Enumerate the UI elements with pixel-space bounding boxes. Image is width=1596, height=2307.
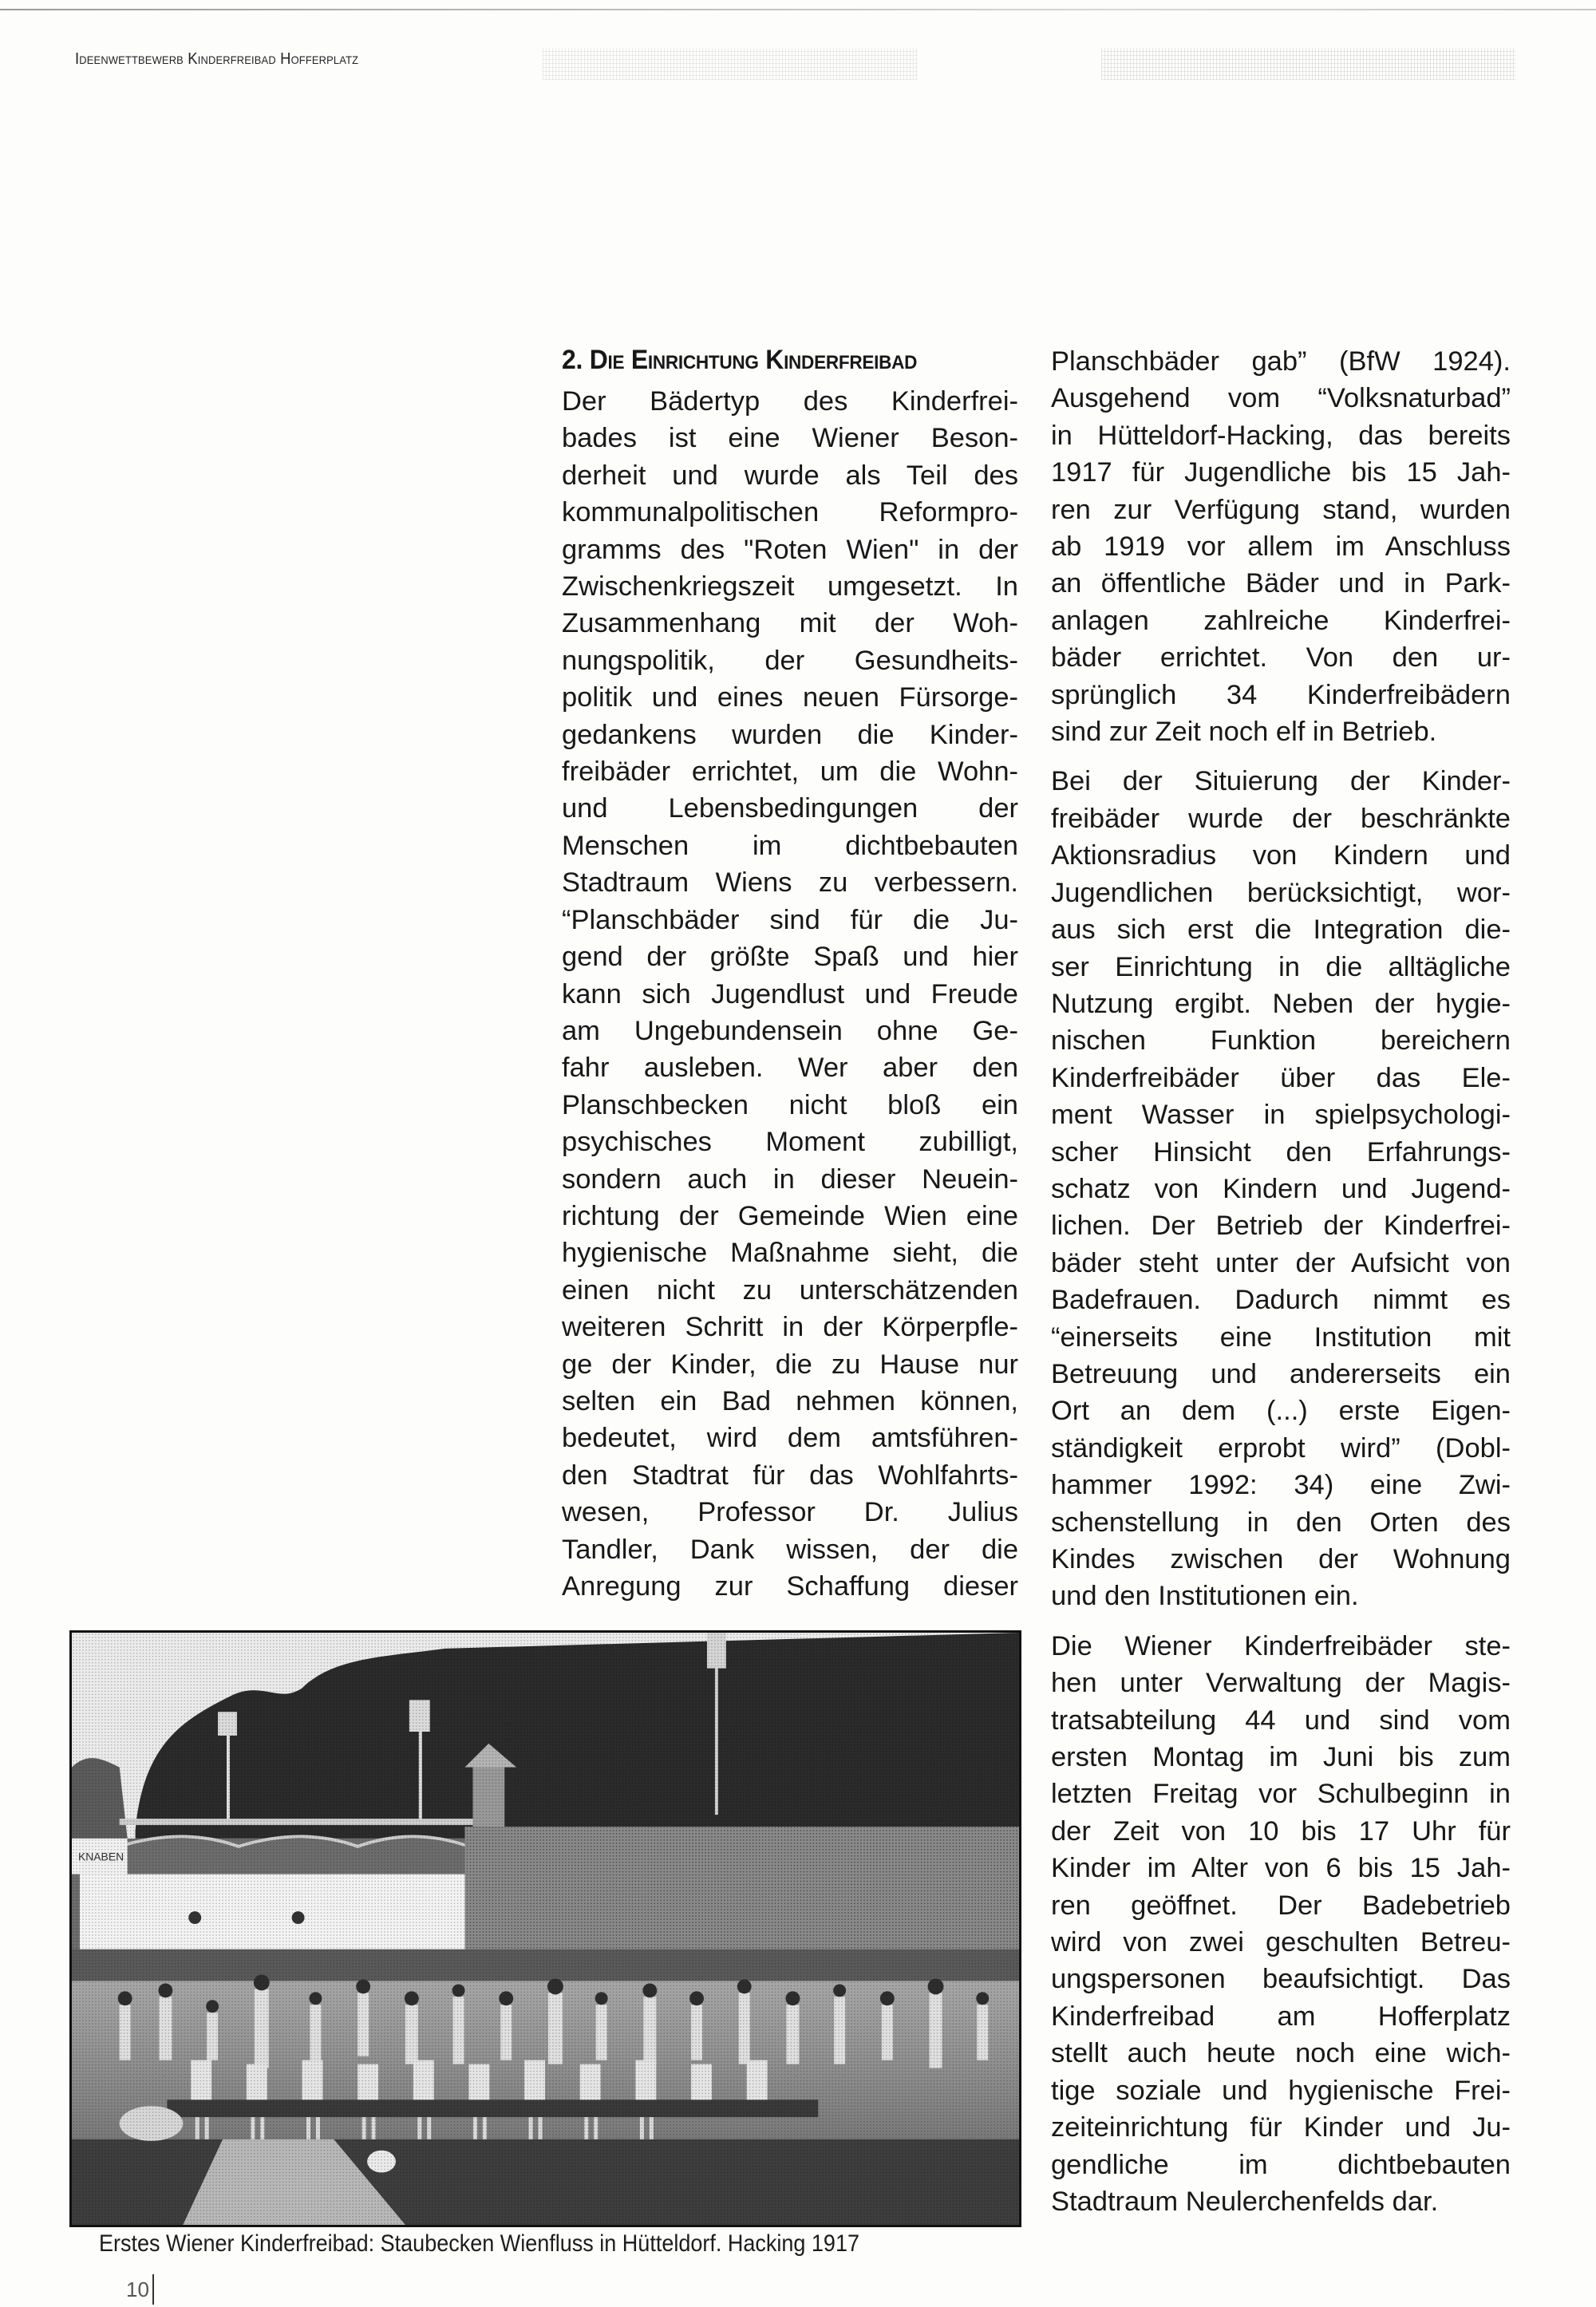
text-line: hammer 1992: 34) eine Zwi- bbox=[1051, 1470, 1511, 1501]
text-line: fahr ausleben. Wer aber den bbox=[562, 1053, 1018, 1084]
text-line: ment Wasser in spielpsychologi- bbox=[1051, 1100, 1511, 1131]
paragraph bbox=[562, 383, 1018, 1605]
text-line: Jugendlichen berücksichtigt, wor- bbox=[1051, 877, 1511, 908]
text-line: schatz von Kindern und Jugend- bbox=[1051, 1173, 1511, 1204]
text-line: Zusammenhang mit der Woh- bbox=[562, 608, 1018, 639]
text-line: an öffentliche Bäder und in Park- bbox=[1051, 568, 1511, 599]
page-number: 10 bbox=[126, 2274, 154, 2305]
text-line: nischen Funktion bereichern bbox=[1051, 1025, 1511, 1057]
text-line: kommunalpolitischen Reformpro- bbox=[562, 497, 1018, 528]
text-line: derheit und wurde als Teil des bbox=[562, 460, 1018, 491]
paragraph bbox=[1051, 343, 1511, 750]
text-line: stellt auch heute noch eine wich- bbox=[1051, 2038, 1511, 2069]
text-line: psychisches Moment zubilligt, bbox=[562, 1127, 1018, 1158]
figure-caption: Erstes Wiener Kinderfreibad: Staubecken Wienfluss in Hütteldorf. Hacking 1917 bbox=[99, 2230, 859, 2257]
text-line: gramms des "Roten Wien" in der bbox=[562, 534, 1018, 565]
text-line: ren geöffnet. Der Badebetrieb bbox=[1051, 1890, 1511, 1921]
text-line: am Ungebundensein ohne Ge- bbox=[562, 1015, 1018, 1046]
text-line: Betreuung und andererseits ein bbox=[1051, 1358, 1511, 1389]
text-line: den Stadtrat für das Wohlfahrts- bbox=[562, 1460, 1018, 1491]
text-line: und den Institutionen ein. bbox=[1051, 1581, 1359, 1612]
running-header: Ideenwettbewerb Kinderfreibad Hofferplatz bbox=[75, 50, 359, 68]
text-line: politik und eines neuen Fürsorge- bbox=[562, 682, 1018, 713]
text-line: schenstellung in den Orten des bbox=[1051, 1507, 1511, 1538]
text-line: bäder errichtet. Von den ur- bbox=[1051, 642, 1511, 674]
text-line: und Lebensbedingungen der bbox=[562, 793, 1018, 824]
text-line: ge der Kinder, die zu Hause nur bbox=[562, 1349, 1018, 1380]
section-heading: 2. Die Einrichtung Kinderfreibad bbox=[562, 345, 918, 375]
text-line: Kindes zwischen der Wohnung bbox=[1051, 1544, 1511, 1574]
text-line: letzten Freitag vor Schulbeginn in bbox=[1051, 1779, 1511, 1810]
text-line: ersten Montag im Juni bis zum bbox=[1051, 1742, 1511, 1773]
text-line: Aktionsradius von Kindern und bbox=[1051, 840, 1511, 871]
text-line: weiteren Schritt in der Körperpfle- bbox=[562, 1312, 1018, 1343]
text-line: hygienische Maßnahme sieht, die bbox=[562, 1238, 1018, 1269]
historic-photo bbox=[69, 1630, 1021, 2227]
header-halftone-right bbox=[1101, 48, 1516, 80]
text-line: ren zur Verfügung stand, wurden bbox=[1051, 494, 1511, 525]
text-line: bedeutet, wird dem amtsführen- bbox=[562, 1423, 1018, 1454]
text-line: nungspolitik, der Gesundheits- bbox=[562, 645, 1018, 676]
text-line: sind zur Zeit noch elf in Betrieb. bbox=[1051, 717, 1437, 748]
text-line: ständigkeit erprobt wird” (Dobl- bbox=[1051, 1432, 1511, 1464]
text-line: lichen. Der Betrieb der Kinderfrei- bbox=[1051, 1211, 1511, 1242]
text-line: Der Bädertyp des Kinderfrei- bbox=[562, 386, 1018, 417]
text-line: bades ist eine Wiener Beson- bbox=[562, 423, 1018, 454]
text-line: selten ein Bad nehmen können, bbox=[562, 1385, 1018, 1416]
text-line: scher Hinsicht den Erfahrungs- bbox=[1051, 1136, 1511, 1167]
text-line: Menschen im dichtbebauten bbox=[562, 830, 1018, 861]
text-line: Planschbecken nicht bloß ein bbox=[562, 1089, 1018, 1120]
paragraph bbox=[1051, 1628, 1511, 2221]
text-line: ser Einrichtung in die alltägliche bbox=[1051, 951, 1511, 982]
photo-illustration bbox=[72, 1633, 1019, 2225]
text-line: Bei der Situierung der Kinder- bbox=[1051, 766, 1511, 797]
text-line: kann sich Jugendlust und Freude bbox=[562, 978, 1018, 1009]
text-line: tige soziale und hygienische Frei- bbox=[1051, 2075, 1511, 2106]
text-line: wird von zwei geschulten Betreu- bbox=[1051, 1927, 1511, 1958]
text-line: Ausgehend vom “Volksnaturbad” bbox=[1051, 383, 1511, 414]
text-line: Stadtraum Wiens zu verbessern. bbox=[562, 867, 1018, 899]
text-column-right bbox=[1051, 343, 1511, 2220]
text-line: sprünglich 34 Kinderfreibädern bbox=[1051, 679, 1511, 710]
text-line: der Zeit von 10 bis 17 Uhr für bbox=[1051, 1815, 1511, 1847]
text-line: Ort an dem (...) erste Eigen- bbox=[1051, 1396, 1511, 1427]
top-rule bbox=[0, 9, 1596, 10]
text-column-middle bbox=[562, 342, 1018, 1605]
text-line: bäder steht unter der Aufsicht von bbox=[1051, 1247, 1511, 1278]
text-line: anlagen zahlreiche Kinderfrei- bbox=[1051, 605, 1511, 636]
text-line: richtung der Gemeinde Wien eine bbox=[562, 1200, 1018, 1231]
text-line: ab 1919 vor allem im Anschluss bbox=[1051, 531, 1511, 563]
text-line: Nutzung ergibt. Neben der hygie- bbox=[1051, 988, 1511, 1019]
text-line: Badefrauen. Dadurch nimmt es bbox=[1051, 1285, 1511, 1316]
text-line: Anregung zur Schaffung dieser bbox=[562, 1571, 1018, 1602]
text-line: freibäder wurde der beschränkte bbox=[1051, 803, 1511, 834]
text-line: sondern auch in dieser Neuein- bbox=[562, 1163, 1018, 1195]
text-line: freibäder errichtet, um die Wohn- bbox=[562, 756, 1018, 788]
text-line: gedankens wurden die Kinder- bbox=[562, 719, 1018, 750]
paragraph bbox=[1051, 763, 1511, 1614]
header-halftone-left bbox=[543, 48, 918, 80]
text-line: in Hütteldorf-Hacking, das bereits bbox=[1051, 420, 1511, 451]
text-line: zeiteinrichtung für Kinder und Ju- bbox=[1051, 2112, 1511, 2143]
text-line: Tandler, Dank wissen, der die bbox=[562, 1534, 1018, 1565]
text-line: hen unter Verwaltung der Magis- bbox=[1051, 1668, 1511, 1699]
text-line: wesen, Professor Dr. Julius bbox=[562, 1497, 1018, 1528]
text-line: Kinderfreibad am Hofferplatz bbox=[1051, 2001, 1511, 2032]
text-line: Stadtraum Neulerchenfelds dar. bbox=[1051, 2186, 1439, 2217]
text-line: Die Wiener Kinderfreibäder ste- bbox=[1051, 1630, 1511, 1661]
text-line: gendliche im dichtbebauten bbox=[1051, 2149, 1511, 2180]
text-line: aus sich erst die Integration die- bbox=[1051, 915, 1511, 946]
text-line: ungspersonen beaufsichtigt. Das bbox=[1051, 1964, 1511, 1995]
text-line: gend der größte Spaß und hier bbox=[562, 942, 1018, 973]
text-line: Planschbäder gab” (BfW 1924). bbox=[1051, 346, 1511, 377]
text-line: Kinder im Alter von 6 bis 15 Jah- bbox=[1051, 1853, 1511, 1884]
text-line: “Planschbäder sind für die Ju- bbox=[562, 904, 1018, 935]
text-line: “einerseits eine Institution mit bbox=[1051, 1321, 1511, 1353]
text-line: Zwischenkriegszeit umgesetzt. In bbox=[562, 571, 1018, 602]
text-line: tratsabteilung 44 und sind vom bbox=[1051, 1705, 1511, 1736]
text-line: einen nicht zu unterschätzenden bbox=[562, 1274, 1018, 1306]
text-line: 1917 für Jugendliche bis 15 Jah- bbox=[1051, 457, 1511, 488]
text-line: Kinderfreibäder über das Ele- bbox=[1051, 1062, 1511, 1093]
